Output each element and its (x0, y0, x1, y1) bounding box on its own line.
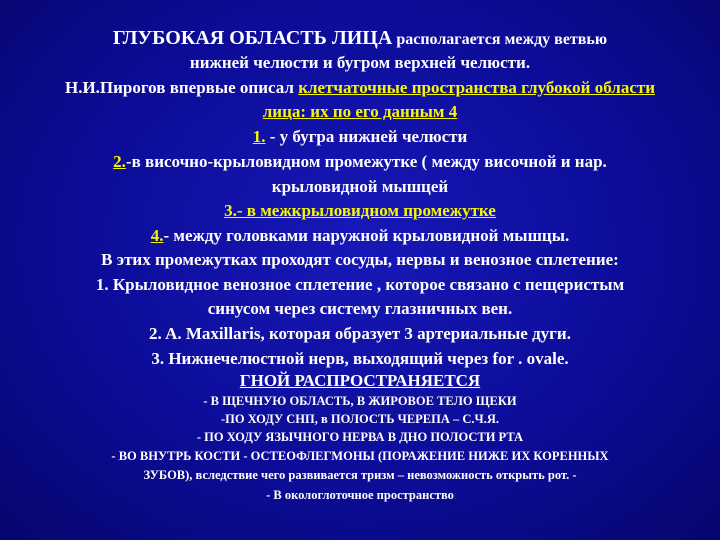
space-item-2 (0, 152, 720, 172)
pirogov-prefix: Н.И.Пирогов впервые описал (64, 78, 299, 97)
space-item-1 (0, 127, 720, 147)
contents-item-3: 3. Нижнечелюстной нерв, выходящий через for . ovale. (151, 349, 569, 368)
space-text: - между головками наружной крыловидной мышцы. (163, 226, 570, 245)
pus-item: -ПО ХОДУ СНП, в ПОЛОСТЬ ЧЕРЕПА – С.Ч.Я. (221, 412, 499, 426)
contents-item-2: 2. A. Maxillaris, которая образует 3 артериальные дуги. (149, 324, 571, 343)
contents-intro: В этих промежутках проходят сосуды, нервы и венозное сплетение: (101, 250, 619, 269)
space-item-2-cont (0, 177, 720, 197)
contents-item-1: 1. Крыловидное венозное сплетение , которое связано с пещеристым (95, 275, 625, 294)
pus-item: - В ЩЕЧНУЮ ОБЛАСТЬ, В ЖИРОВОЕ ТЕЛО ЩЕКИ (203, 394, 517, 408)
pirogov-line (0, 78, 720, 98)
space-text: крыловидной мышцей (271, 177, 449, 196)
pus-heading: ГНОЙ РАСПРОСТРАНЯЕТСЯ (239, 371, 481, 390)
title-rest: располагается между ветвью (392, 31, 608, 48)
pus-item: - В окологлоточное пространство (266, 488, 454, 502)
contents-item-1-cont: синусом через систему глазничных вен. (207, 299, 513, 318)
space-item-4 (0, 226, 720, 246)
pirogov-line-2 (0, 102, 720, 122)
space-number: 2. (113, 152, 126, 171)
space-number: 4. (150, 226, 164, 245)
pirogov-highlight: клетчаточные пространства глубокой области (298, 78, 656, 97)
space-text: - в межкрыловидном промежутке (236, 201, 496, 220)
space-text: - у бугра нижней челюсти (265, 127, 468, 146)
space-item-3 (0, 201, 720, 221)
pus-item: ЗУБОВ), вследствие чего развивается тризм – невозможность открыть рот. - (143, 468, 577, 482)
title-line (0, 27, 720, 50)
space-number: 1. (252, 127, 266, 146)
pus-heading-line (0, 371, 720, 391)
title-line-2: нижней челюсти и бугром верхней челюсти. (189, 53, 531, 72)
pus-item: - ПО ХОДУ ЯЗЫЧНОГО НЕРВА В ДНО ПОЛОСТИ РТА (196, 430, 524, 444)
pirogov-count: лица: их по его данным 4 (262, 102, 458, 121)
space-number: 3. (224, 201, 237, 220)
title-main: ГЛУБОКАЯ ОБЛАСТЬ ЛИЦА (112, 27, 393, 49)
space-text: -в височно-крыловидном промежутке ( между височной и нар. (125, 152, 607, 171)
pus-item: - ВО ВНУТРЬ КОСТИ - ОСТЕОФЛЕГМОНЫ (ПОРАЖЕНИЕ НИЖЕ ИХ КОРЕННЫХ (111, 449, 609, 463)
